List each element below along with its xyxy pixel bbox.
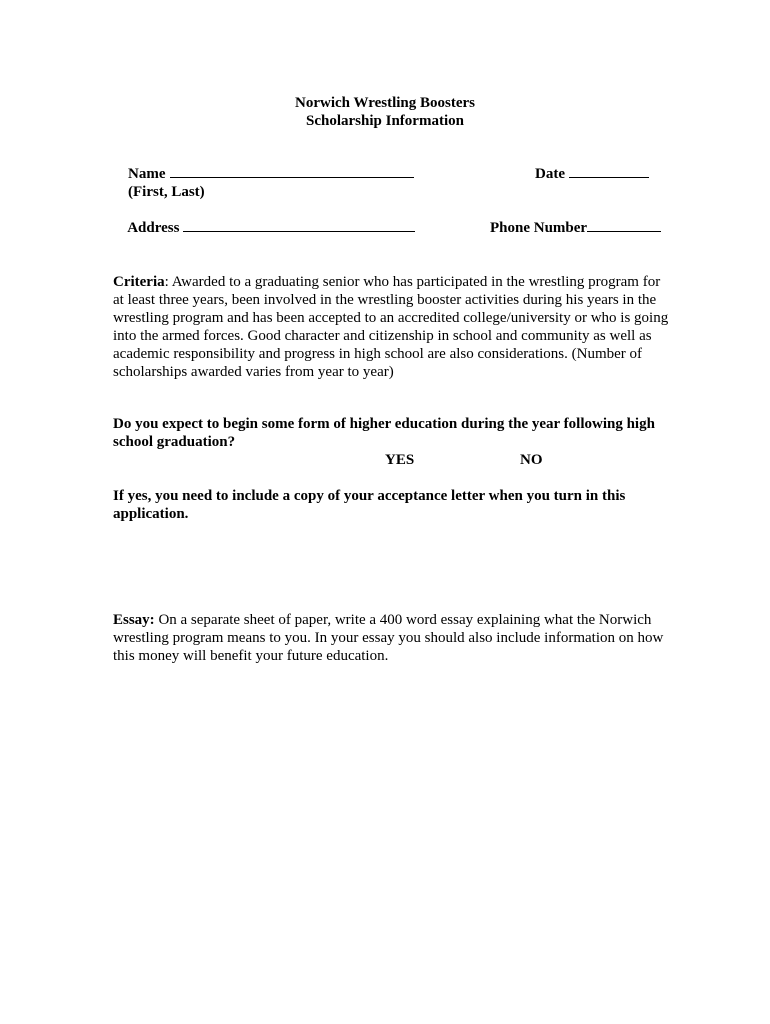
phone-field[interactable] [587,219,661,232]
higher-education-question: Do you expect to begin some form of higher education during the year following high school graduation? [113,416,655,450]
no-option[interactable]: NO [520,452,543,468]
essay-paragraph [113,611,673,665]
name-label: Name [128,166,166,182]
document-subtitle: Scholarship Information [306,113,464,129]
phone-label: Phone Number [490,220,588,236]
essay-label: Essay: [113,612,155,628]
document-title: Norwich Wrestling Boosters [295,95,475,111]
phone-row [475,201,661,255]
date-field[interactable] [569,165,649,178]
acceptance-letter-note: If yes, you need to include a copy of your acceptance letter when you turn in this application. [113,488,626,522]
name-format-hint: (First, Last) [128,184,205,200]
address-row [113,201,415,255]
address-label: Address [127,220,180,236]
address-field[interactable] [183,219,415,232]
criteria-text: : Awarded to a graduating senior who has participated in the wrestling program for at least three years, been involved in the wrestling booster activities during his years in the wrestling program and has been accepted to an accredited college/university or who is going into the armed forces. Good character and citizenship in school and community as well as academic responsibility and progress in high school are also considerations. (Number of scholarships awarded varies from year to year) [113,274,669,380]
essay-text: On a separate sheet of paper, write a 400 word essay explaining what the Norwich wrestling program means to you. In your essay you should also include information on how this money will benefit your future education. [113,612,664,664]
yes-option[interactable]: YES [385,452,415,468]
criteria-paragraph [113,273,673,381]
criteria-label: Criteria [113,274,165,290]
date-row [520,147,649,201]
date-label: Date [535,166,565,182]
name-field[interactable] [170,165,414,178]
